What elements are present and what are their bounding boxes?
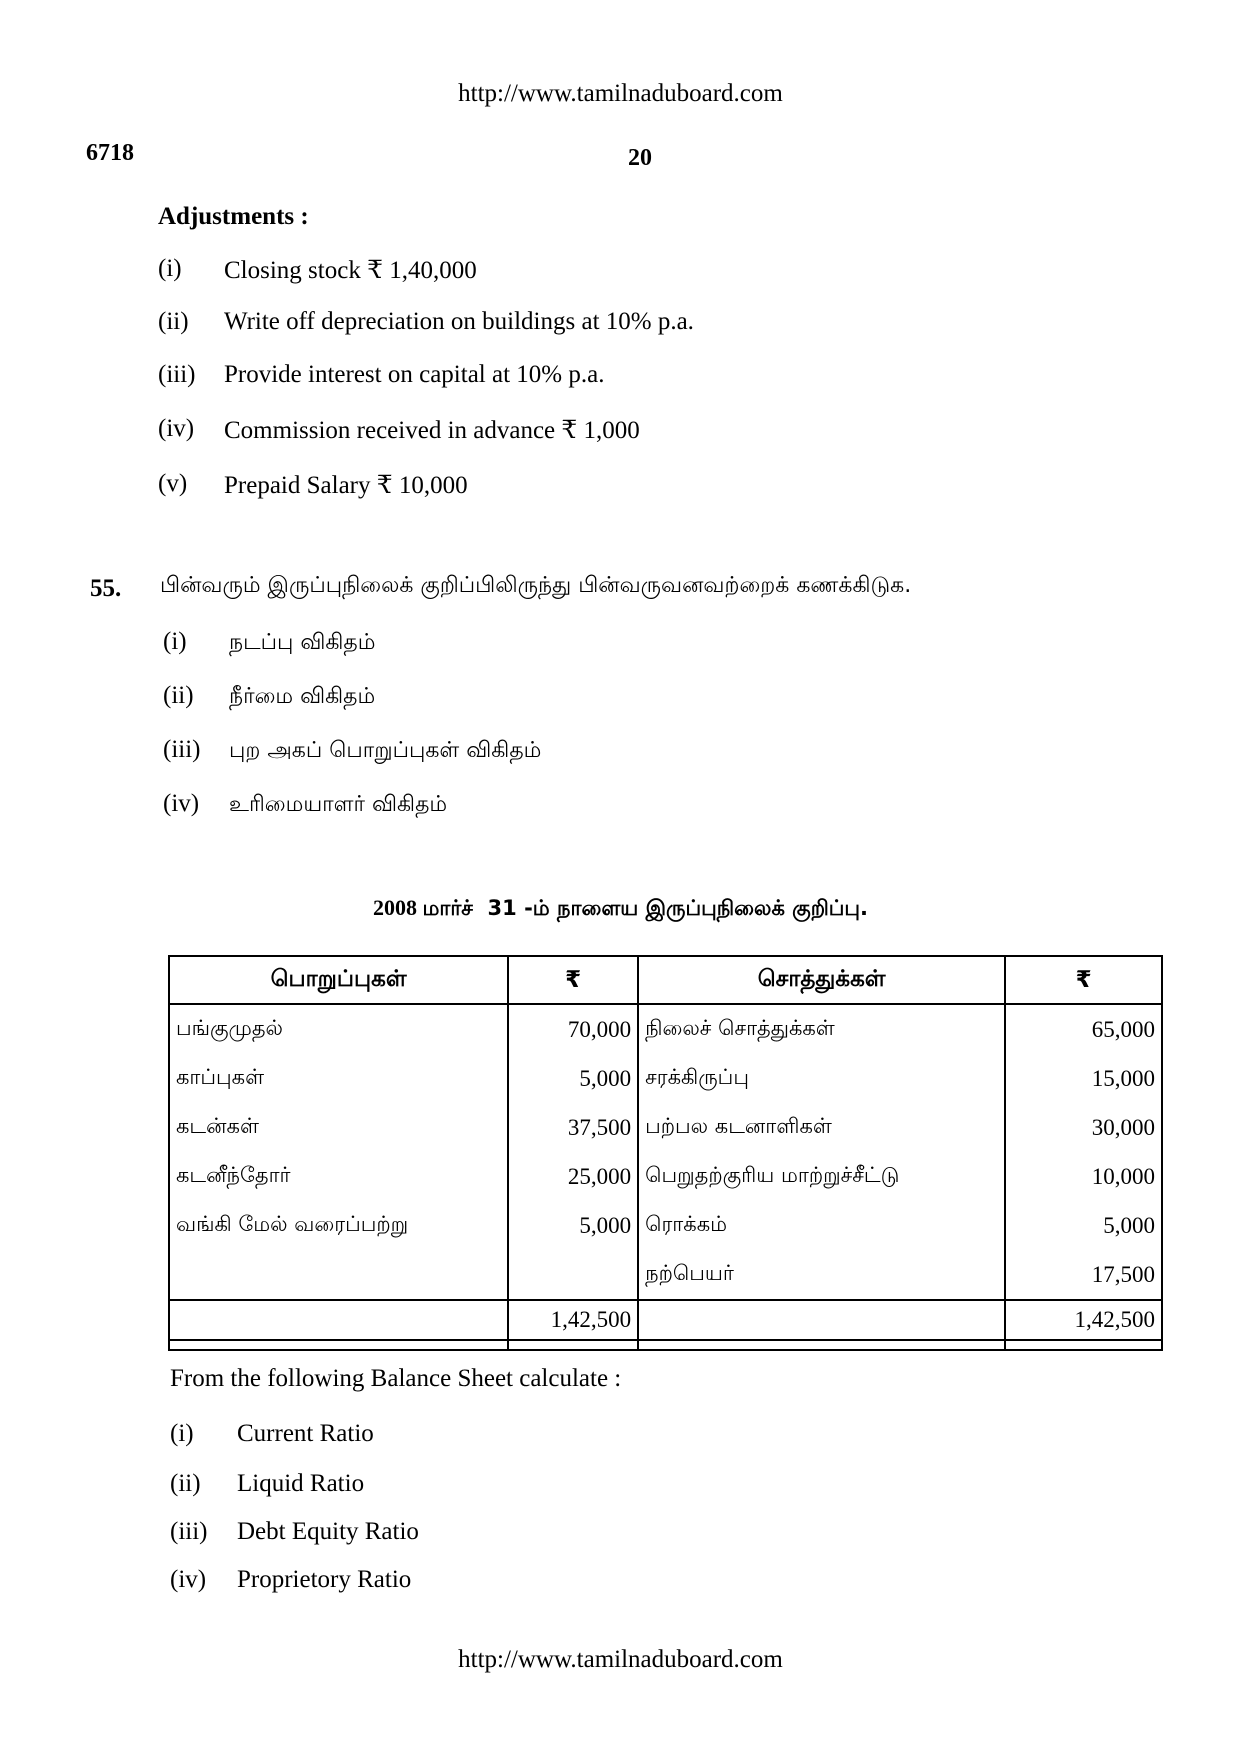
asset-name: சரக்கிருப்பு	[638, 1054, 1005, 1103]
tamil-item	[163, 790, 863, 824]
liability-name: பங்குமுதல்	[169, 1004, 508, 1054]
english-item	[170, 1518, 870, 1552]
asset-amount: 65,000	[1005, 1004, 1162, 1054]
english-intro: From the following Balance Sheet calculate :	[170, 1365, 622, 1392]
liability-amount: 5,000	[508, 1201, 638, 1250]
item-text: Debt Equity Ratio	[237, 1518, 419, 1545]
footer-url: http://www.tamilnaduboard.com	[458, 1646, 783, 1673]
tamil-item	[163, 682, 863, 716]
item-number: (iii)	[158, 361, 196, 388]
table-bottom-spacer	[169, 1340, 1162, 1350]
asset-name: பெறுதற்குரிய மாற்றுச்சீட்டு	[638, 1152, 1005, 1201]
question-number: 55.	[90, 575, 122, 602]
item-number: (i)	[163, 628, 187, 655]
asset-amount: 17,500	[1005, 1250, 1162, 1300]
item-text: Liquid Ratio	[237, 1470, 365, 1497]
table-header-row	[169, 956, 1162, 1004]
english-item	[170, 1420, 870, 1454]
total-assets: 1,42,500	[1005, 1300, 1162, 1340]
adjustments-heading: Adjustments :	[158, 203, 309, 230]
english-item	[170, 1470, 870, 1504]
adjustment-item	[158, 415, 1058, 449]
table-row	[169, 1152, 1162, 1201]
table-row	[169, 1250, 1162, 1300]
asset-name: நிலைச் சொத்துக்கள்	[638, 1004, 1005, 1054]
item-number: (i)	[158, 255, 182, 282]
item-number: (ii)	[170, 1470, 201, 1497]
balance-sheet-table	[168, 955, 1163, 1351]
adjustment-item	[158, 361, 1058, 395]
liability-amount: 70,000	[508, 1004, 638, 1054]
table-row	[169, 1103, 1162, 1152]
question-tamil-text: பின்வரும் இருப்புநிலைக் குறிப்பிலிருந்து பின்வருவனவற்றைக் கணக்கிடுக.	[160, 573, 912, 598]
liability-name: கடன்கள்	[169, 1103, 508, 1152]
item-number: (iii)	[163, 736, 201, 763]
table-row	[169, 1201, 1162, 1250]
item-number: (i)	[170, 1420, 194, 1447]
asset-name: பற்பல கடனாளிகள்	[638, 1103, 1005, 1152]
item-number: (ii)	[158, 308, 189, 335]
item-number: (iv)	[163, 790, 200, 817]
item-text: நீர்மை விகிதம்	[229, 684, 376, 709]
liability-name	[169, 1250, 508, 1300]
asset-name: நற்பெயர்	[638, 1250, 1005, 1300]
item-text: Proprietory Ratio	[237, 1566, 412, 1593]
item-text: Provide interest on capital at 10% p.a.	[224, 361, 605, 388]
title-tamil: மார்ச் 31 -ம் நாளைய இருப்புநிலைக் குறிப்பு.	[422, 896, 869, 920]
item-text: நடப்பு விகிதம்	[229, 630, 376, 655]
table-row	[169, 1054, 1162, 1103]
title-year: 2008	[372, 895, 417, 920]
asset-amount: 30,000	[1005, 1103, 1162, 1152]
adjustment-item	[158, 470, 1058, 504]
liability-amount: 37,500	[508, 1103, 638, 1152]
total-liabilities: 1,42,500	[508, 1300, 638, 1340]
page-number: 20	[628, 145, 652, 171]
liabilities-amount-header: ₹	[508, 956, 638, 1004]
liability-name: கடனீந்தோர்	[169, 1152, 508, 1201]
liability-name: வங்கி மேல் வரைப்பற்று	[169, 1201, 508, 1250]
item-number: (ii)	[163, 682, 194, 709]
liabilities-header: பொறுப்புகள்	[169, 956, 508, 1004]
header-url: http://www.tamilnaduboard.com	[458, 80, 783, 107]
total-blank-cell	[638, 1300, 1005, 1340]
item-text: புற அகப் பொறுப்புகள் விகிதம்	[229, 738, 542, 763]
adjustment-item	[158, 308, 1058, 342]
liability-amount: 5,000	[508, 1054, 638, 1103]
assets-header: சொத்துக்கள்	[638, 956, 1005, 1004]
balance-sheet-title	[0, 895, 1241, 923]
assets-amount-header: ₹	[1005, 956, 1162, 1004]
item-text: Prepaid Salary ₹ 10,000	[224, 472, 468, 499]
asset-amount: 10,000	[1005, 1152, 1162, 1201]
item-number: (iv)	[170, 1566, 207, 1593]
tamil-item	[163, 628, 863, 662]
total-row	[169, 1300, 1162, 1340]
item-text: Current Ratio	[237, 1420, 374, 1447]
asset-name: ரொக்கம்	[638, 1201, 1005, 1250]
item-text: உரிமையாளர் விகிதம்	[229, 792, 448, 817]
paper-code: 6718	[86, 140, 134, 166]
asset-amount: 15,000	[1005, 1054, 1162, 1103]
liability-name: காப்புகள்	[169, 1054, 508, 1103]
liability-amount: 25,000	[508, 1152, 638, 1201]
total-blank-cell	[169, 1300, 508, 1340]
table-row	[169, 1004, 1162, 1054]
item-number: (iv)	[158, 415, 195, 442]
adjustment-item	[158, 255, 1058, 289]
asset-amount: 5,000	[1005, 1201, 1162, 1250]
item-text: Closing stock ₹ 1,40,000	[224, 257, 477, 284]
item-text: Write off depreciation on buildings at 10% p.a.	[224, 308, 694, 335]
item-text: Commission received in advance ₹ 1,000	[224, 417, 640, 444]
liability-amount	[508, 1250, 638, 1300]
item-number: (iii)	[170, 1518, 208, 1545]
item-number: (v)	[158, 470, 188, 497]
english-item	[170, 1566, 870, 1600]
tamil-item	[163, 736, 863, 770]
